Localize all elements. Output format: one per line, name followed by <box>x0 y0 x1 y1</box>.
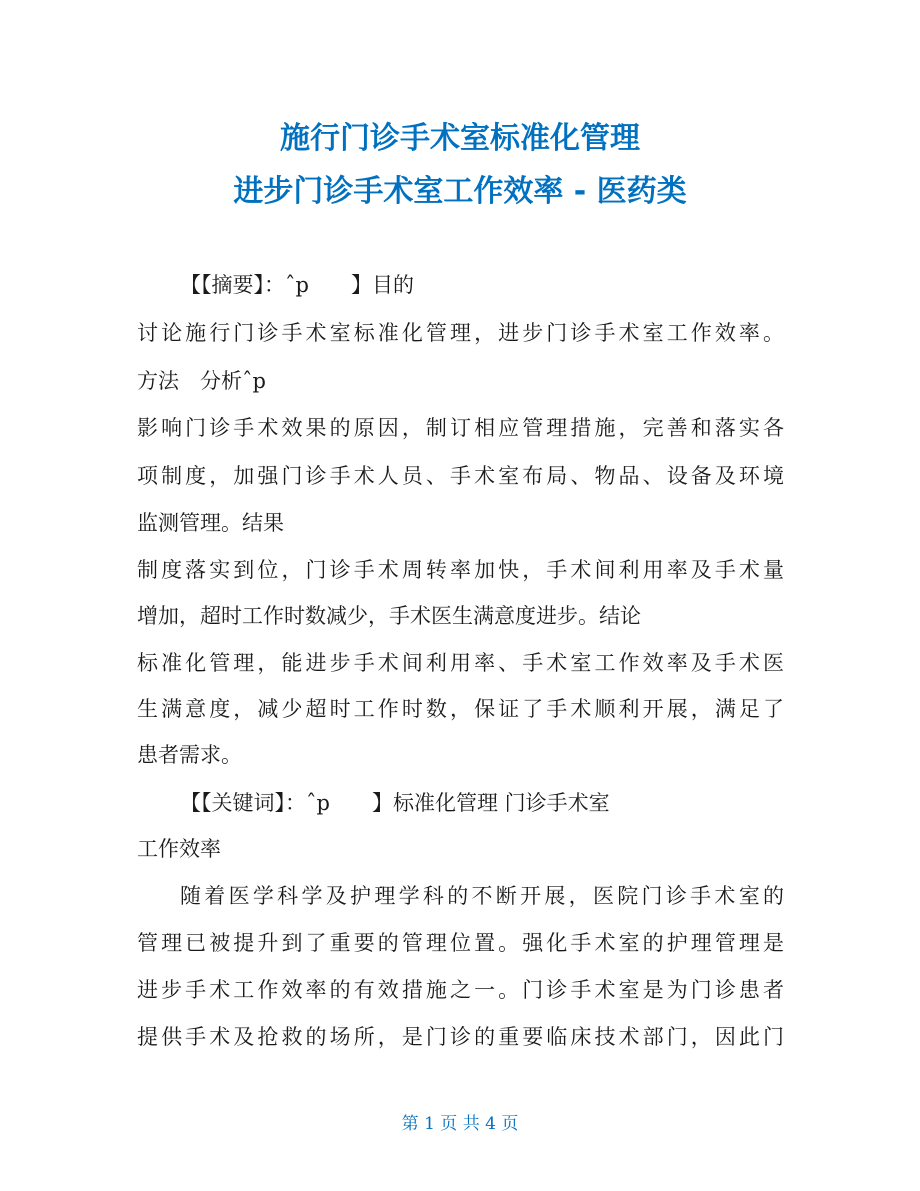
document-title-line-2: 进步门诊手术室工作效率 - 医药类 <box>233 174 687 209</box>
keywords-continuation: 工作效率 <box>137 837 221 861</box>
body-line: 方法 分析ˆp <box>137 369 266 393</box>
body-line: 影响门诊手术效果的原因，制订相应管理措施，完善和落实各 <box>137 416 784 440</box>
body-line: 增加，超时工作时数减少，手术医生满意度进步。结论 <box>137 604 641 628</box>
document-title-line-1: 施行门诊手术室标准化管理 <box>280 121 640 156</box>
body-line: 监测管理。结果 <box>137 511 284 535</box>
body-line: 项制度，加强门诊手术人员、手术室布局、物品、设备及环境 <box>137 464 784 488</box>
abstract-heading-line: 【【摘要】：ˆp 】目的 <box>180 273 414 297</box>
body-line: 制度落实到位，门诊手术周转率加快，手术间利用率及手术量 <box>137 558 784 582</box>
page-footer: 第 1 页 共 4 页 <box>401 1114 519 1134</box>
body-line: 讨论施行门诊手术室标准化管理，进步门诊手术室工作效率。 <box>137 321 784 345</box>
body-line: 提供手术及抢救的场所，是门诊的重要临床技术部门，因此门 <box>137 1025 784 1049</box>
paragraph-first-line: 随着医学科学及护理学科的不断开展，医院门诊手术室的 <box>180 884 784 908</box>
body-line: 患者需求。 <box>137 743 242 767</box>
body-line: 生满意度，减少超时工作时数，保证了手术顺利开展，满足了 <box>137 697 784 721</box>
body-line: 标准化管理，能进步手术间利用率、手术室工作效率及手术医 <box>137 651 784 675</box>
keywords-line: 【【关键词】：ˆp 】标准化管理 门诊手术室 <box>180 791 610 815</box>
body-line: 进步手术工作效率的有效措施之一。门诊手术室是为门诊患者 <box>137 978 784 1002</box>
body-line: 管理已被提升到了重要的管理位置。强化手术室的护理管理是 <box>137 931 784 955</box>
